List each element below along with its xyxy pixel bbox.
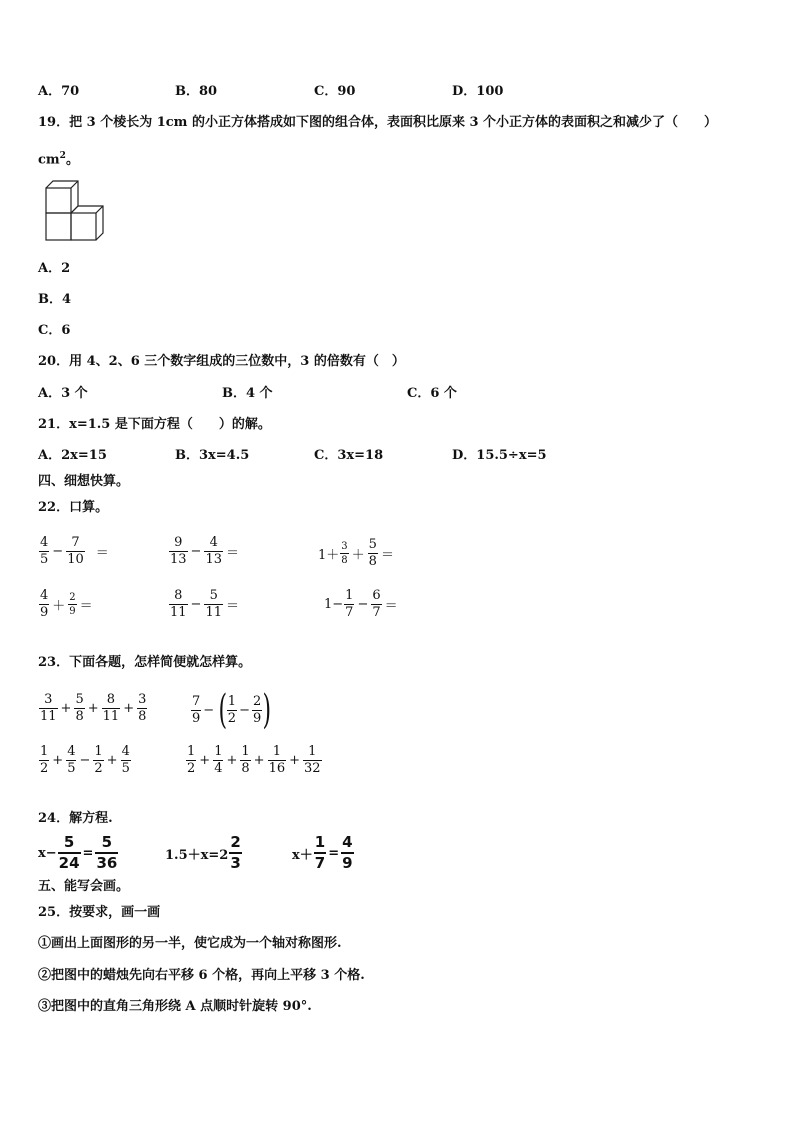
q19-stem: 19．把 3 个棱长为 1cm 的小正方体搭成如下图的组合体，表面积比原来 3 个小正方体的表面积之和减少了（ ）	[38, 115, 718, 130]
q24-title: 24．解方程.	[38, 811, 113, 826]
q21-stem: 21．x=1.5 是下面方程（ ）的解。	[38, 417, 271, 432]
q20-option-a: A．3 个	[38, 386, 88, 401]
q18-option-a: A．70	[38, 84, 80, 99]
q23-expr-3: $\frac{1}{2}$ + $\frac{4}{5}$ − $\frac{1}{2}$ + $\frac{4}{5}$	[40, 744, 130, 776]
q22-item-5: $\frac{8}{11}$ − $\frac{5}{11}$ ＝	[170, 588, 240, 620]
q21-option-c: C．3x=18	[314, 448, 384, 463]
section-5-heading: 五、能写会画。	[38, 879, 130, 894]
q19-option-c: C．6	[38, 323, 71, 338]
q18-option-c: C．90	[314, 84, 356, 99]
q19-unit: $cm^2$。	[38, 151, 79, 168]
q20-option-b: B．4 个	[222, 386, 273, 401]
q20-stem: 20．用 4、2、6 三个数字组成的三位数中，3 的倍数有（ ）	[38, 354, 405, 369]
q21-option-b: B．3x=4.5	[175, 448, 250, 463]
q22-title: 22．口算。	[38, 500, 109, 515]
q23-title: 23．下面各题，怎样简便就怎样算。	[38, 655, 252, 670]
q19-option-a: A．2	[38, 261, 71, 276]
cube-stack-figure	[44, 180, 106, 242]
q24-equation-1: x− $\frac{5}{24}$ = $\frac{5}{36}$	[38, 833, 118, 872]
q18-option-d: D．100	[452, 84, 504, 99]
q24-equation-3: x＋ $\frac{1}{7}$ = $\frac{4}{9}$	[292, 833, 353, 872]
q25-step-1: ①画出上面图形的另一半，使它成为一个轴对称图形.	[38, 936, 342, 951]
q22-item-6: 1− $\frac{1}{7}$ − $\frac{6}{7}$ ＝	[324, 588, 398, 620]
q25-step-2: ②把图中的蜡烛先向右平移 6 个格，再向上平移 3 个格.	[38, 968, 365, 983]
q23-expr-1: $\frac{3}{11}$ + $\frac{5}{8}$ + $\frac{8}{11}$ + $\frac{3}{8}$	[40, 692, 147, 724]
q22-item-4: $\frac{4}{9}$ ＋ $\frac{2}{9}$ ＝	[40, 588, 93, 620]
q23-expr-2: $\frac{7}{9}$ − ( $\frac{1}{2}$ − $\frac{2}{9}$ )	[192, 687, 272, 733]
q22-item-1: $\frac{4}{5}$ − $\frac{7}{10}$ ＝	[40, 535, 109, 567]
q21-option-a: A．2x=15	[38, 448, 107, 463]
q25-title: 25．按要求，画一画	[38, 905, 161, 920]
q21-option-d: D．15.5÷x=5	[452, 448, 547, 463]
q22-item-3: 1＋ $\frac{3}{8}$ ＋ $\frac{5}{8}$ ＝	[318, 537, 394, 569]
q20-option-c: C．6 个	[407, 386, 457, 401]
q24-equation-2: 1.5＋x=2 $\frac{2}{3}$	[165, 833, 241, 872]
q22-item-2: $\frac{9}{13}$ − $\frac{4}{13}$ ＝	[170, 535, 240, 567]
q23-expr-4: $\frac{1}{2}$ + $\frac{1}{4}$ + $\frac{1}{8}$ + $\frac{1}{16}$ + $\frac{1}{32}$	[187, 744, 321, 776]
q18-option-b: B．80	[175, 84, 218, 99]
section-4-heading: 四、细想快算。	[38, 474, 130, 489]
q25-step-3: ③把图中的直角三角形绕 A 点顺时针旋转 90°.	[38, 999, 312, 1014]
q19-option-b: B．4	[38, 292, 72, 307]
